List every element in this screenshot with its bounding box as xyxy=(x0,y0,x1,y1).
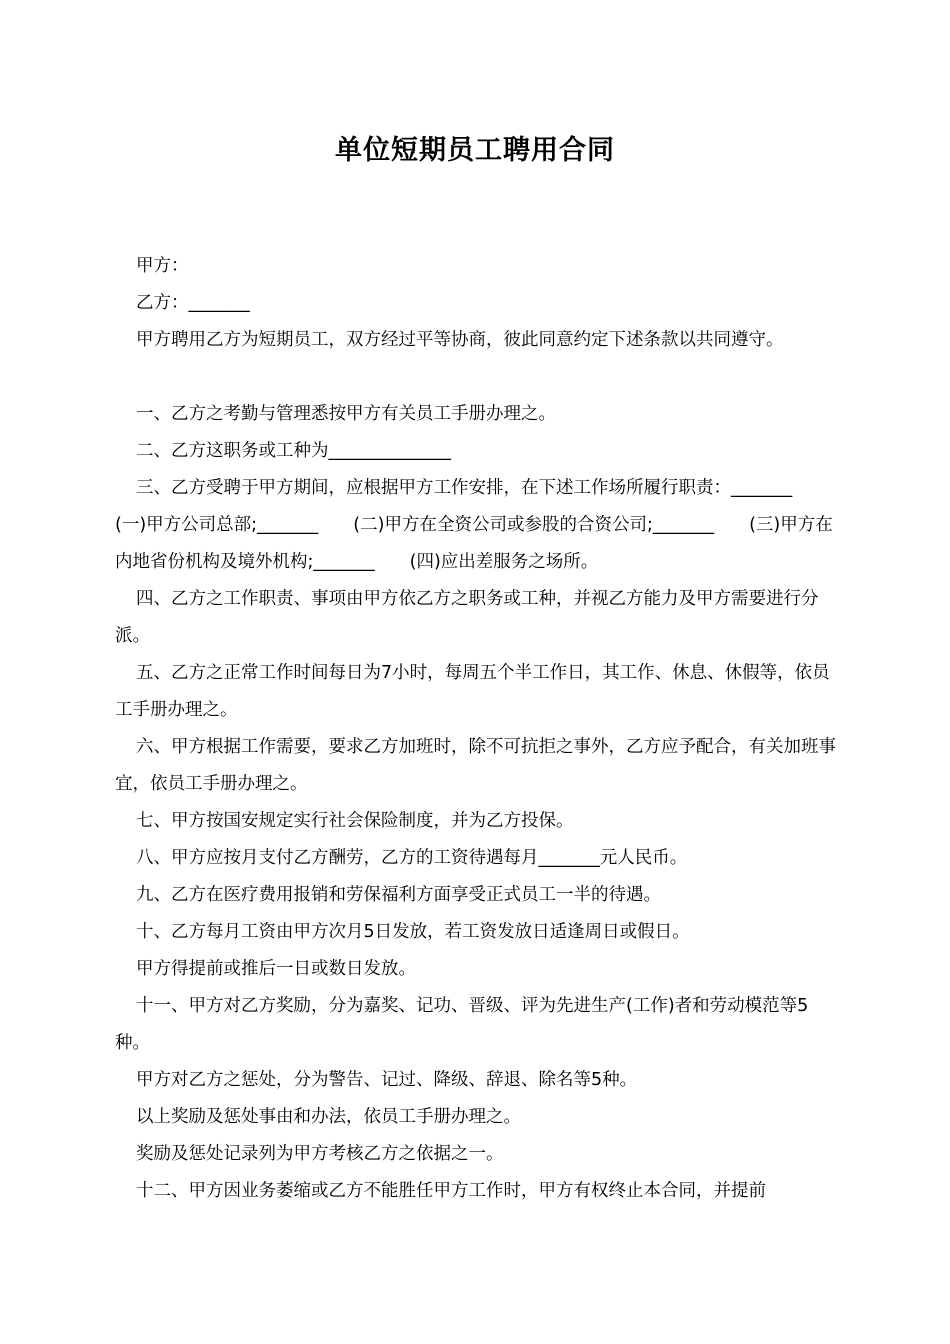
clause-8: 八、甲方应按月支付乙方酬劳，乙方的工资待遇每月_______元人民币。 xyxy=(136,848,688,868)
party-b-line: 乙方：_______ xyxy=(136,293,250,313)
clause-5: 五、乙方之正常工作时间每日为7小时，每周五个半工作日，其工作、休息、休假等，依员工手册办理之。 xyxy=(115,663,830,720)
clause-7: 七、甲方按国安规定实行社会保险制度，并为乙方投保。 xyxy=(136,811,574,831)
clause-11-procedure: 以上奖励及惩处事由和办法，依员工手册办理之。 xyxy=(136,1107,521,1127)
clause-10-continued: 甲方得提前或推后一日或数日发放。 xyxy=(136,959,416,979)
clause-11-record: 奖励及惩处记录列为甲方考核乙方之依据之一。 xyxy=(136,1144,504,1164)
clause-11-punishment: 甲方对乙方之惩处，分为警告、记过、降级、辞退、除名等5种。 xyxy=(136,1070,638,1090)
clause-3: 三、乙方受聘于甲方期间，应根据甲方工作安排，在下述工作场所履行职责：_______ (一)甲方公司总部;_______ (二)甲方在全资公司或参股的合资公司;_______ (三)甲方在内地省份机构及境外机构;_______ (四)应出差服务之场所。 xyxy=(115,478,833,572)
clause-11: 十一、甲方对乙方奖励，分为嘉奖、记功、晋级、评为先进生产(工作)者和劳动模范等5种。 xyxy=(115,996,809,1053)
clause-10: 十、乙方每月工资由甲方次月5日发放，若工资发放日适逢周日或假日。 xyxy=(136,922,690,942)
clause-1: 一、乙方之考勤与管理悉按甲方有关员工手册办理之。 xyxy=(136,404,556,424)
party-a-line: 甲方： xyxy=(136,256,189,276)
document-body xyxy=(115,248,837,1210)
clause-6: 六、甲方根据工作需要，要求乙方加班时，除不可抗拒之事外，乙方应予配合，有关加班事宜，依员工手册办理之。 xyxy=(115,737,836,794)
document-title: 单位短期员工聘用合同 xyxy=(335,135,615,166)
clause-12: 十二、甲方因业务萎缩或乙方不能胜任甲方工作时，甲方有权终止本合同，并提前 xyxy=(136,1181,766,1201)
preamble-paragraph: 甲方聘用乙方为短期员工，双方经过平等协商，彼此同意约定下述条款以共同遵守。 xyxy=(136,330,784,350)
clause-9: 九、乙方在医疗费用报销和劳保福利方面享受正式员工一半的待遇。 xyxy=(136,885,661,905)
clause-2: 二、乙方这职务或工种为______________ xyxy=(136,441,451,461)
clause-4: 四、乙方之工作职责、事项由甲方依乙方之职务或工种，并视乙方能力及甲方需要进行分派。 xyxy=(115,589,819,646)
